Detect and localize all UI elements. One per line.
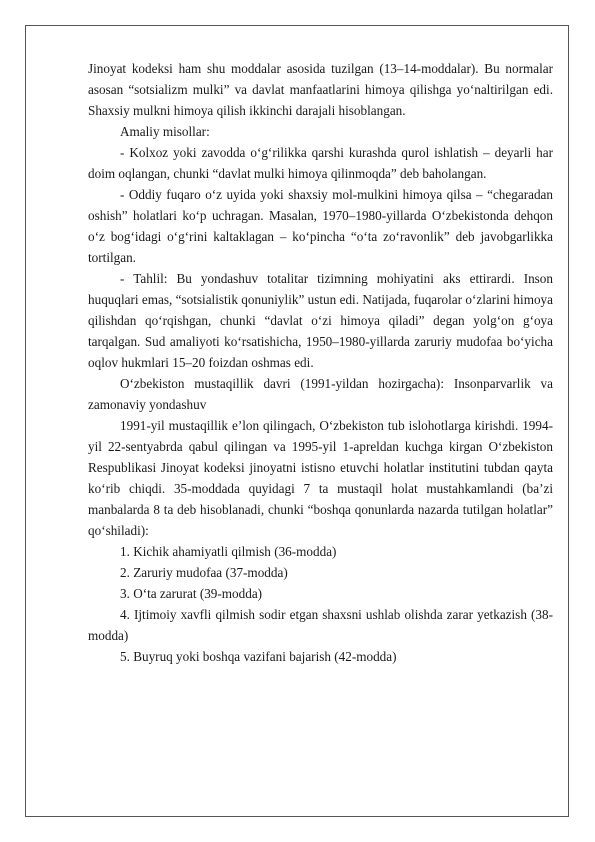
list-item-3: 3. O‘ta zarurat (39-modda): [120, 586, 263, 601]
list-item-1: 1. Kichik ahamiyatli qilmish (36-modda): [120, 544, 337, 559]
paragraph-analysis: - Tahlil: Bu yondashuv totalitar tizimning mohiyatini aks ettirardi. Inson huquqlari emas, “sotsialistik qonuniylik” ustun edi. Natijada, fuqarolar o‘zlarini himoya qilishdan qo‘rqishgan, chunki “davlat o‘zi himoya qiladi” degan yolg‘on g‘oya tarqalgan. Sud amaliyoti ko‘rsatishicha, 1950–1980-yillarda zaruriy mudofaa bo‘yicha oqlov hukmlari 15–20 foizdan oshmas edi.: [88, 271, 553, 370]
paragraph-independence-reforms: 1991-yil mustaqillik e’lon qilingach, O‘zbekiston tub islohotlarga kirishdi. 1994-yil 22-sentyabrda qabul qilingan va 1995-yil 1-apreldan kuchga kirgan O‘zbekiston Respublikasi Jinoyat kodeksi jinoyatni istisno etuvchi holatlar institutini tubdan qayta ko‘rib chiqdi. 35-moddada quyidagi 7 ta mustaqil holat mustahkamlandi (ba’zi manbalarda 8 ta deb hisoblanadi, chunki “boshqa qonunlarda nazarda tutilgan holatlar” qo‘shiladi):: [88, 418, 553, 538]
list-item-2: 2. Zaruriy mudofaa (37-modda): [120, 565, 288, 580]
paragraph-independence-heading: O‘zbekiston mustaqillik davri (1991-yildan hozirgacha): Insonparvarlik va zamonaviy yondashuv: [88, 376, 553, 412]
list-item-4: 4. Ijtimoiy xavfli qilmish sodir etgan shaxsni ushlab olishda zarar yetkazish (38-modda): [88, 607, 553, 643]
paragraph-example-kolkhoz: - Kolxoz yoki zavodda o‘g‘rilikka qarshi kurashda qurol ishlatish – deyarli har doim oqlangan, chunki “davlat mulki himoya qilinmoqda” deb baholangan.: [88, 145, 553, 181]
paragraph-example-citizen: - Oddiy fuqaro o‘z uyida yoki shaxsiy mol-mulkini himoya qilsa – “chegaradan oshish” holatlari ko‘p uchragan. Masalan, 1970–1980-yillarda O‘zbekistonda dehqon o‘z bog‘idagi o‘g‘rini kaltaklagan – ko‘pincha “o‘ta zo‘ravonlik” deb javobgarlikka tortilgan.: [88, 187, 553, 265]
paragraph-practical-examples-heading: Amaliy misollar:: [120, 124, 210, 139]
document-body: [88, 58, 553, 667]
list-item-5: 5. Buyruq yoki boshqa vazifani bajarish (42-modda): [120, 649, 397, 664]
paragraph-criminal-code-norms: Jinoyat kodeksi ham shu moddalar asosida tuzilgan (13–14-moddalar). Bu normalar asosan “sotsializm mulki” va davlat manfaatlarini himoya qilishga yo‘naltirilgan edi. Shaxsiy mulkni himoya qilish ikkinchi darajali hisoblangan.: [88, 61, 553, 118]
